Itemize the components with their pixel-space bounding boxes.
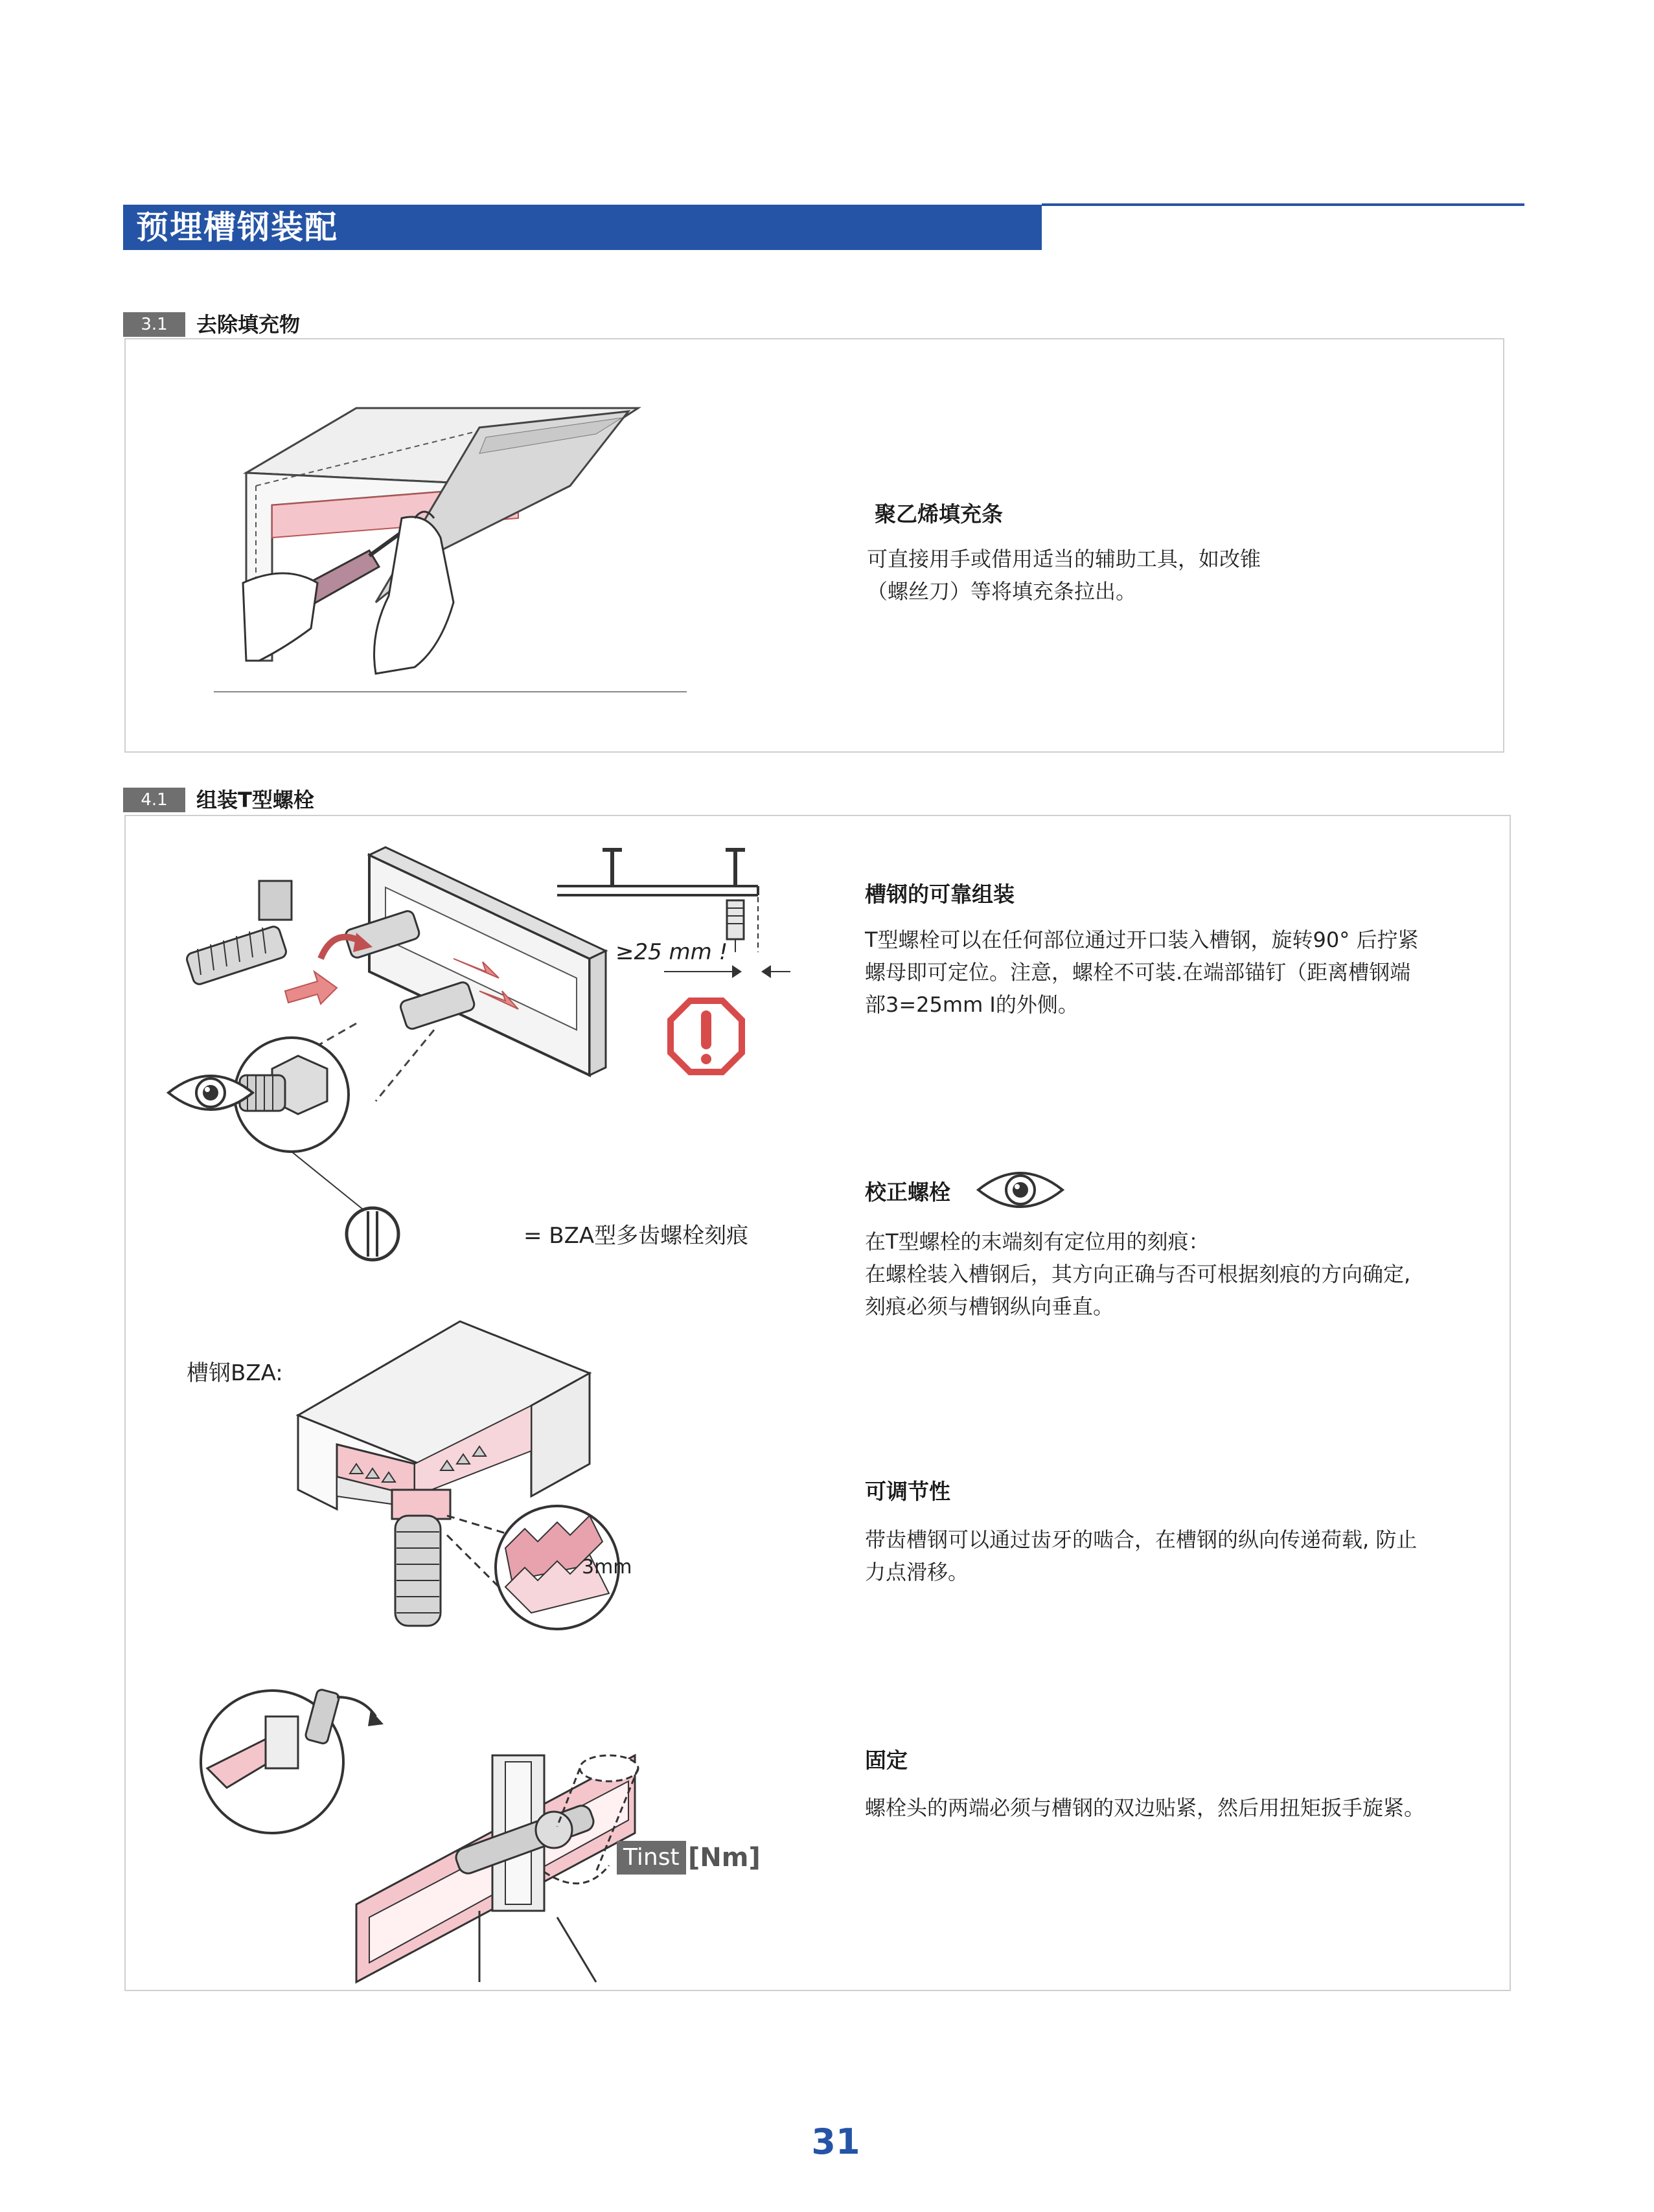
- edge-distance-label: ≥25 mm !: [615, 939, 728, 965]
- section-title-4-1: 组装T型螺栓: [196, 788, 314, 812]
- text-line: 可直接用手或借用适当的辅助工具，如改锥: [867, 547, 1261, 571]
- filler-strip-heading: 聚乙烯填充条: [875, 501, 1003, 527]
- text-line: 刻痕必须与槽钢纵向垂直。: [865, 1294, 1114, 1319]
- toothed-channel-illustration: [285, 1308, 648, 1645]
- section-number-4-1: 4.1: [123, 788, 185, 812]
- text-line: 力点滑移。: [865, 1560, 969, 1584]
- title-rule: [1042, 203, 1524, 206]
- text-line: T型螺栓可以在任何部位通过开口装入槽钢，旋转90° 后拧紧: [865, 928, 1419, 952]
- bolt-check-text: [865, 1226, 1461, 1323]
- torque-fixing-illustration: [181, 1678, 764, 1989]
- fixing-heading: 固定: [865, 1748, 908, 1773]
- text-line: 螺栓头的两端必须与槽钢的双边贴紧，然后用扭矩扳手旋紧。: [865, 1796, 1425, 1820]
- eye-icon: [165, 1069, 256, 1117]
- text-line: 带齿槽钢可以通过齿牙的啮合，在槽钢的纵向传递荷载, 防止: [865, 1527, 1418, 1552]
- text-line: 在螺栓装入槽钢后，其方向正确与否可根据刻痕的方向确定,: [865, 1262, 1411, 1286]
- text-line: 部3=25mm I的外侧。: [865, 992, 1079, 1017]
- page-title: 预埋槽钢装配: [123, 205, 1042, 250]
- adjustability-text: [865, 1523, 1461, 1588]
- filler-strip-text: [867, 543, 1463, 608]
- section-title-3-1: 去除填充物: [196, 312, 301, 337]
- torque-unit: [Nm]: [688, 1843, 761, 1873]
- page-number: 31: [811, 2121, 860, 2162]
- notch-legend-label: = BZA型多齿螺栓刻痕: [523, 1223, 749, 1249]
- text-line: 在T型螺栓的末端刻有定位用的刻痕：: [865, 1229, 1210, 1254]
- text-line: （螺丝刀）等将填充条拉出。: [867, 579, 1137, 604]
- section-number-3-1: 3.1: [123, 312, 185, 337]
- reliable-assembly-heading: 槽钢的可靠组装: [865, 882, 1015, 907]
- reliable-assembly-text: [865, 924, 1461, 1021]
- text-line: 螺母即可定位。注意，螺栓不可装.在端部锚钉（距离槽钢端: [865, 960, 1411, 985]
- channel-bza-label: 槽钢BZA:: [187, 1360, 283, 1386]
- torque-symbol: Tinst: [617, 1841, 686, 1875]
- eye-icon: [975, 1166, 1066, 1214]
- adjustability-heading: 可调节性: [865, 1479, 950, 1504]
- tooth-pitch-label: 3mm: [582, 1556, 632, 1579]
- fixing-text: [865, 1792, 1461, 1824]
- bolt-check-heading: 校正螺栓: [865, 1180, 950, 1205]
- filler-removal-illustration: [207, 389, 706, 700]
